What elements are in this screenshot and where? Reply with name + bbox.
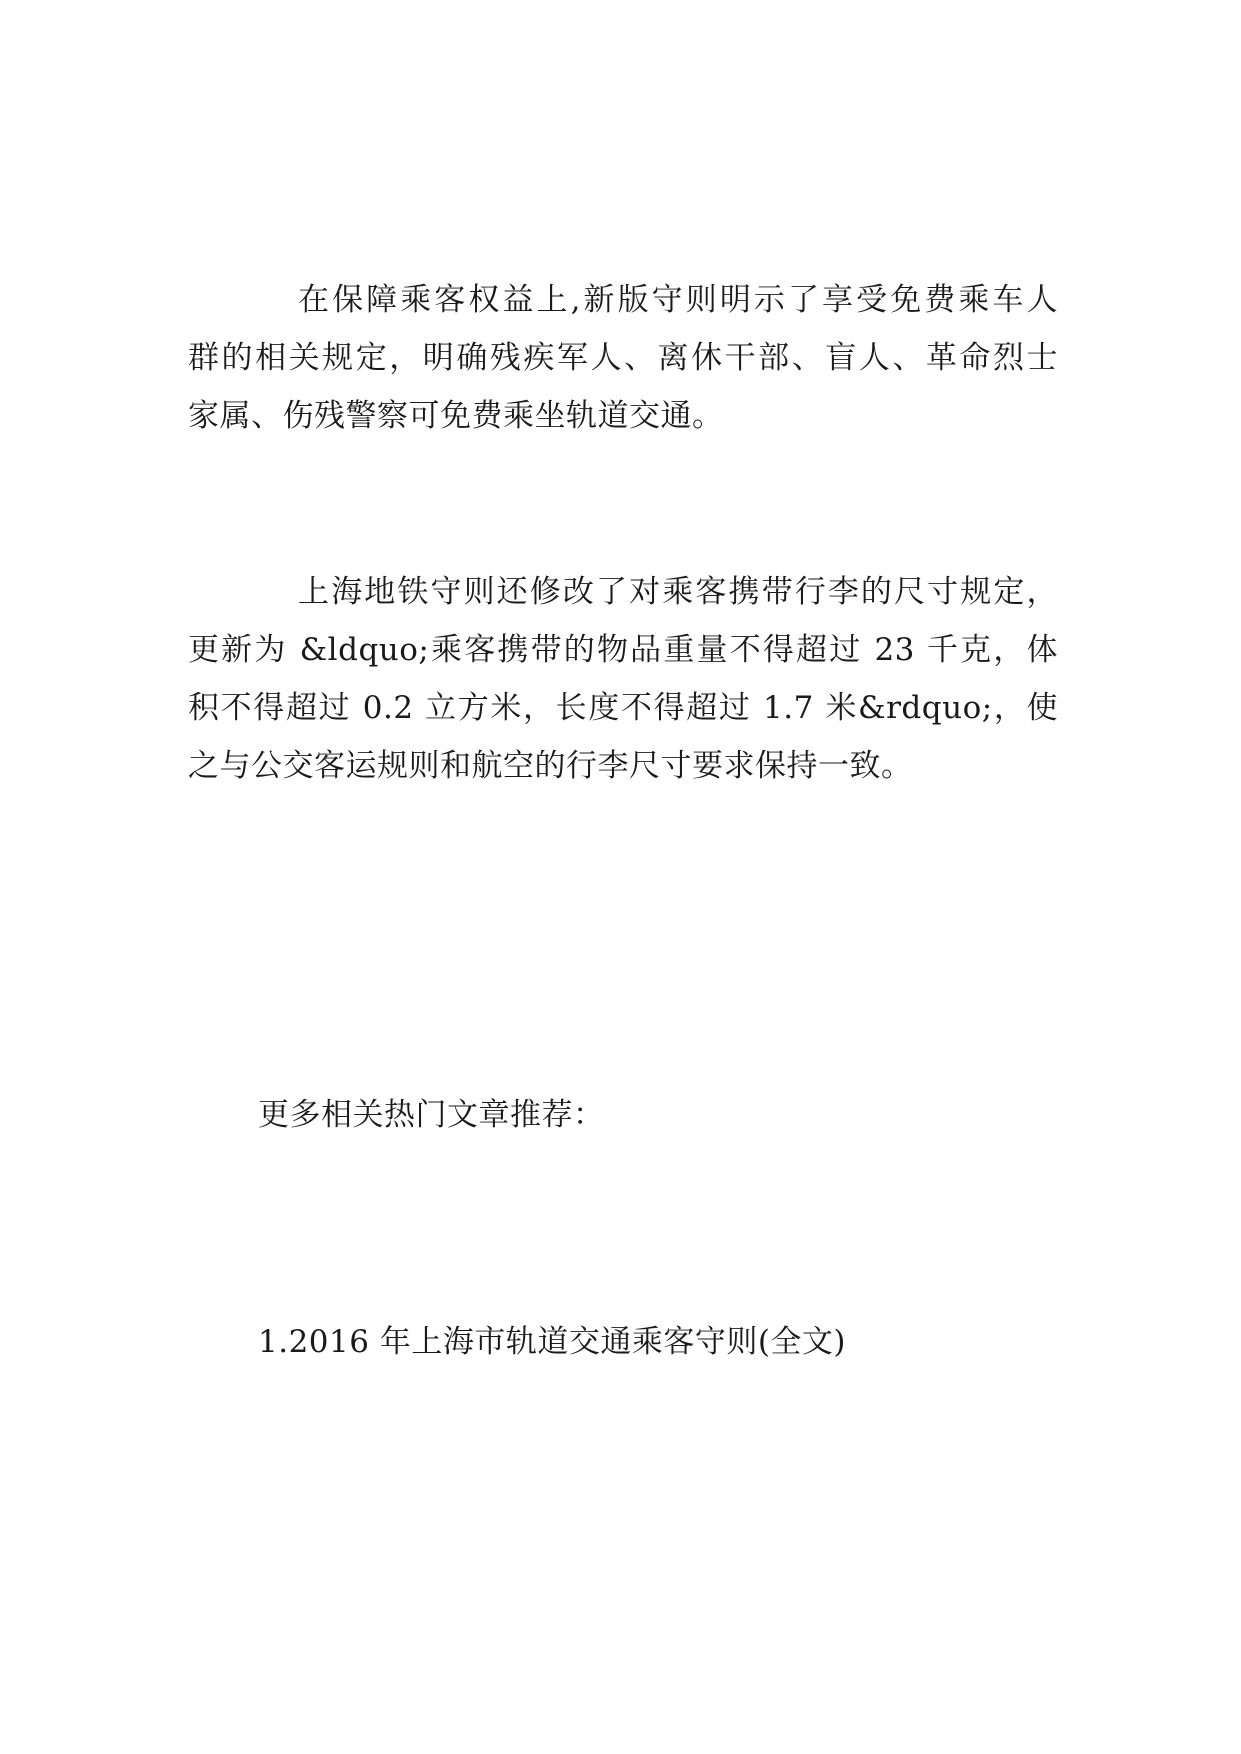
paragraph-line: 之与公交客运规则和航空的行李尺寸要求保持一致。 (188, 748, 913, 784)
related-articles-heading: 更多相关热门文章推荐： (258, 1097, 605, 1133)
related-article-link[interactable]: 1.2016 年上海市轨道交通乘客守则(全文) (258, 1324, 847, 1360)
paragraph-line: 更新为 &ldquo;乘客携带的物品重量不得超过 23 千克，体 (188, 632, 1058, 668)
paragraph-line: 上海地铁守则还修改了对乘客携带行李的尺寸规定， (298, 574, 1058, 610)
paragraph-line: 群的相关规定，明确残疾军人、离休干部、盲人、革命烈士 (188, 340, 1058, 376)
paragraph-line: 在保障乘客权益上,新版守则明示了享受免费乘车人 (298, 282, 1058, 318)
paragraph-line: 家属、伤残警察可免费乘坐轨道交通。 (188, 398, 724, 434)
paragraph-line: 积不得超过 0.2 立方米，长度不得超过 1.7 米&rdquo;，使 (188, 690, 1058, 726)
